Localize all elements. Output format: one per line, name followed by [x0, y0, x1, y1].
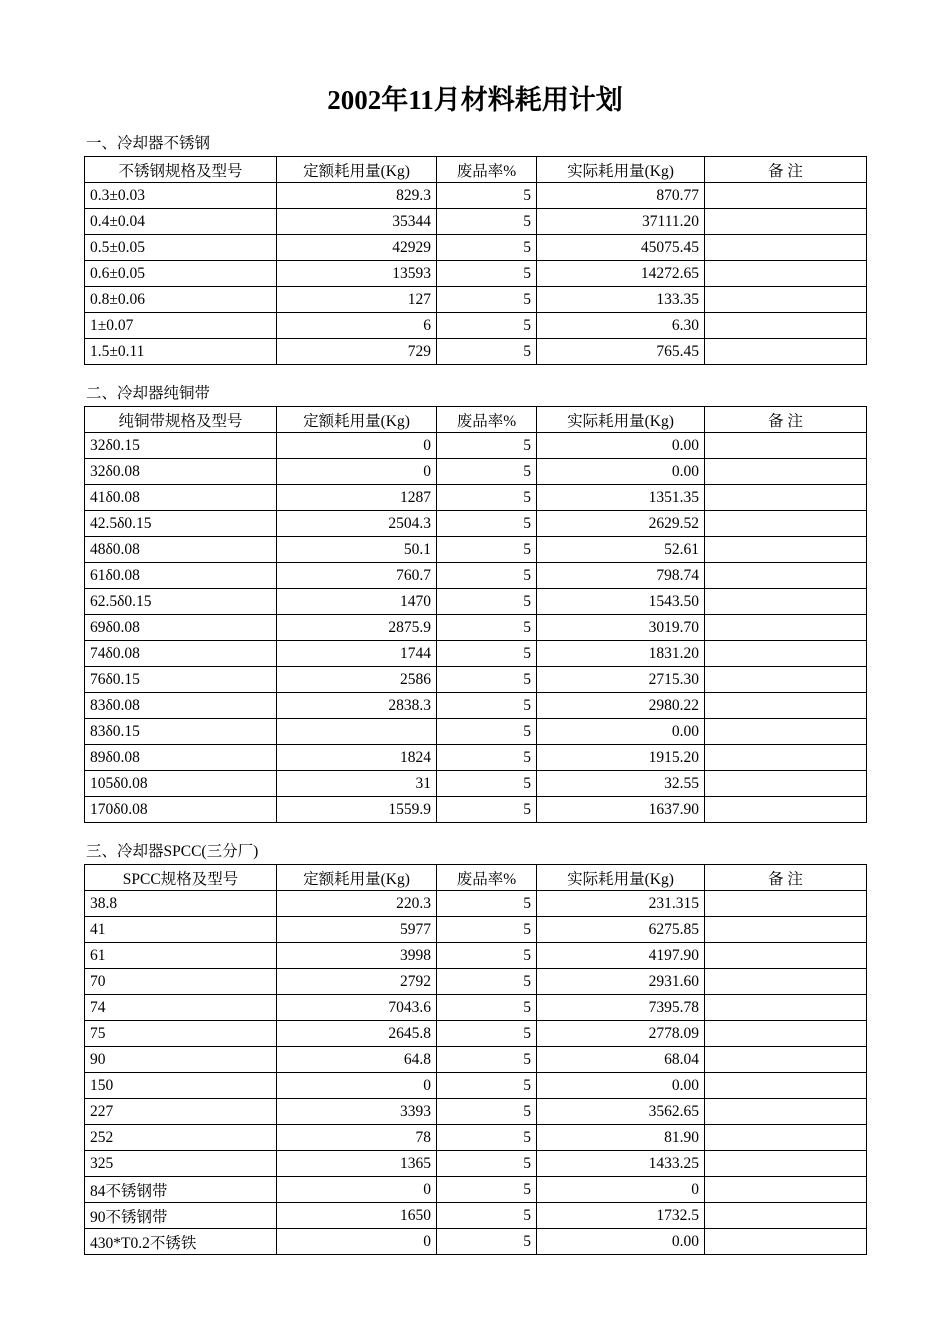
cell-quota: 35344: [277, 209, 437, 235]
cell-spec: 70: [85, 969, 277, 995]
col-header-spec: 不锈钢规格及型号: [85, 157, 277, 183]
cell-quota: 1744: [277, 641, 437, 667]
cell-rate: 5: [437, 969, 537, 995]
cell-note: [705, 313, 867, 339]
cell-rate: 5: [437, 943, 537, 969]
table-row: [85, 563, 867, 589]
cell-rate: 5: [437, 771, 537, 797]
cell-actual: 0: [537, 1177, 705, 1203]
cell-note: [705, 563, 867, 589]
cell-spec: 38.8: [85, 891, 277, 917]
col-header-spec: SPCC规格及型号: [85, 865, 277, 891]
cell-note: [705, 287, 867, 313]
cell-spec: 227: [85, 1099, 277, 1125]
cell-rate: 5: [437, 563, 537, 589]
cell-quota: 729: [277, 339, 437, 365]
cell-actual: 0.00: [537, 1073, 705, 1099]
col-header-actual: 实际耗用量(Kg): [537, 865, 705, 891]
table-row: [85, 667, 867, 693]
cell-spec: 0.3±0.03: [85, 183, 277, 209]
cell-actual: 14272.65: [537, 261, 705, 287]
cell-rate: 5: [437, 917, 537, 943]
table-row: [85, 261, 867, 287]
table-row: [85, 719, 867, 745]
table-row: [85, 615, 867, 641]
cell-actual: 765.45: [537, 339, 705, 365]
cell-actual: 133.35: [537, 287, 705, 313]
table-row: [85, 287, 867, 313]
cell-note: [705, 1229, 867, 1255]
cell-quota: 1559.9: [277, 797, 437, 823]
cell-quota: 5977: [277, 917, 437, 943]
cell-spec: 105δ0.08: [85, 771, 277, 797]
cell-note: [705, 1177, 867, 1203]
table-row: [85, 943, 867, 969]
cell-rate: 5: [437, 641, 537, 667]
cell-actual: 37111.20: [537, 209, 705, 235]
cell-spec: 61δ0.08: [85, 563, 277, 589]
cell-spec: 0.5±0.05: [85, 235, 277, 261]
cell-note: [705, 183, 867, 209]
cell-spec: 0.8±0.06: [85, 287, 277, 313]
cell-rate: 5: [437, 719, 537, 745]
table-row: [85, 1151, 867, 1177]
cell-actual: 1433.25: [537, 1151, 705, 1177]
cell-quota: 0: [277, 1073, 437, 1099]
table-row: [85, 1125, 867, 1151]
table-header-row: [85, 157, 867, 183]
cell-spec: 252: [85, 1125, 277, 1151]
cell-rate: 5: [437, 287, 537, 313]
cell-actual: 1732.5: [537, 1203, 705, 1229]
cell-spec: 83δ0.08: [85, 693, 277, 719]
cell-note: [705, 1047, 867, 1073]
cell-rate: 5: [437, 667, 537, 693]
cell-note: [705, 235, 867, 261]
cell-actual: 1637.90: [537, 797, 705, 823]
cell-rate: 5: [437, 313, 537, 339]
cell-actual: 2629.52: [537, 511, 705, 537]
cell-quota: 760.7: [277, 563, 437, 589]
cell-note: [705, 261, 867, 287]
cell-rate: 5: [437, 1047, 537, 1073]
cell-actual: 3562.65: [537, 1099, 705, 1125]
cell-note: [705, 797, 867, 823]
cell-quota: 42929: [277, 235, 437, 261]
cell-actual: 68.04: [537, 1047, 705, 1073]
table-row: [85, 235, 867, 261]
cell-quota: 127: [277, 287, 437, 313]
cell-actual: 32.55: [537, 771, 705, 797]
table-row: [85, 969, 867, 995]
cell-spec: 90不锈钢带: [85, 1203, 277, 1229]
cell-rate: 5: [437, 511, 537, 537]
cell-rate: 5: [437, 1099, 537, 1125]
cell-rate: 5: [437, 235, 537, 261]
cell-rate: 5: [437, 891, 537, 917]
cell-rate: 5: [437, 1021, 537, 1047]
cell-spec: 170δ0.08: [85, 797, 277, 823]
table-row: [85, 589, 867, 615]
cell-quota: 2838.3: [277, 693, 437, 719]
cell-spec: 62.5δ0.15: [85, 589, 277, 615]
cell-quota: 2504.3: [277, 511, 437, 537]
cell-quota: 2645.8: [277, 1021, 437, 1047]
table-row: [85, 459, 867, 485]
cell-rate: 5: [437, 1151, 537, 1177]
table-row: [85, 1177, 867, 1203]
cell-note: [705, 1203, 867, 1229]
table-section-1: [84, 156, 867, 365]
cell-actual: 1543.50: [537, 589, 705, 615]
cell-note: [705, 1099, 867, 1125]
page-title: 2002年11月材料耗用计划: [327, 85, 623, 115]
cell-quota: 64.8: [277, 1047, 437, 1073]
cell-note: [705, 1021, 867, 1047]
cell-spec: 74: [85, 995, 277, 1021]
table-header-row: [85, 865, 867, 891]
col-header-rate: 废品率%: [437, 865, 537, 891]
cell-actual: 2715.30: [537, 667, 705, 693]
cell-quota: 1650: [277, 1203, 437, 1229]
cell-rate: 5: [437, 693, 537, 719]
cell-note: [705, 485, 867, 511]
cell-spec: 42.5δ0.15: [85, 511, 277, 537]
table-row: [85, 313, 867, 339]
table-row: [85, 339, 867, 365]
col-header-spec: 纯铜带规格及型号: [85, 407, 277, 433]
cell-actual: 6.30: [537, 313, 705, 339]
cell-note: [705, 459, 867, 485]
cell-note: [705, 771, 867, 797]
cell-note: [705, 641, 867, 667]
cell-actual: 231.315: [537, 891, 705, 917]
cell-spec: 41δ0.08: [85, 485, 277, 511]
cell-spec: 83δ0.15: [85, 719, 277, 745]
table-body-2: [85, 407, 867, 823]
section-heading-2: 二、冷却器纯铜带: [86, 385, 211, 402]
cell-spec: 75: [85, 1021, 277, 1047]
table-row: [85, 745, 867, 771]
section-heading-3: 三、冷却器SPCC(三分厂): [86, 843, 259, 860]
cell-spec: 150: [85, 1073, 277, 1099]
table-row: [85, 1021, 867, 1047]
cell-quota: 6: [277, 313, 437, 339]
cell-rate: 5: [437, 745, 537, 771]
col-header-note: 备 注: [705, 157, 867, 183]
cell-rate: 5: [437, 339, 537, 365]
table-row: [85, 1229, 867, 1255]
cell-rate: 5: [437, 459, 537, 485]
col-header-quota: 定额耗用量(Kg): [277, 865, 437, 891]
cell-note: [705, 209, 867, 235]
table-row: [85, 1073, 867, 1099]
cell-actual: 7395.78: [537, 995, 705, 1021]
table-row: [85, 891, 867, 917]
cell-rate: 5: [437, 589, 537, 615]
cell-spec: 430*T0.2不锈铁: [85, 1229, 277, 1255]
cell-note: [705, 433, 867, 459]
cell-spec: 41: [85, 917, 277, 943]
cell-rate: 5: [437, 797, 537, 823]
cell-note: [705, 917, 867, 943]
cell-note: [705, 693, 867, 719]
cell-quota: 50.1: [277, 537, 437, 563]
cell-quota: 1365: [277, 1151, 437, 1177]
cell-quota: 829.3: [277, 183, 437, 209]
cell-actual: 1831.20: [537, 641, 705, 667]
cell-quota: 31: [277, 771, 437, 797]
cell-note: [705, 943, 867, 969]
table-section-2: [84, 406, 867, 823]
table-row: [85, 183, 867, 209]
cell-rate: 5: [437, 183, 537, 209]
cell-quota: 0: [277, 459, 437, 485]
cell-actual: 1351.35: [537, 485, 705, 511]
cell-note: [705, 745, 867, 771]
cell-note: [705, 1125, 867, 1151]
cell-spec: 76δ0.15: [85, 667, 277, 693]
cell-note: [705, 969, 867, 995]
cell-note: [705, 891, 867, 917]
table-body-3: [85, 865, 867, 1255]
col-header-note: 备 注: [705, 407, 867, 433]
cell-rate: 5: [437, 1229, 537, 1255]
cell-actual: 0.00: [537, 433, 705, 459]
table-section-3: [84, 864, 867, 1255]
cell-actual: 4197.90: [537, 943, 705, 969]
cell-quota: 78: [277, 1125, 437, 1151]
cell-rate: 5: [437, 615, 537, 641]
table-header-row: [85, 407, 867, 433]
cell-actual: 0.00: [537, 719, 705, 745]
table-body-1: [85, 157, 867, 365]
cell-spec: 89δ0.08: [85, 745, 277, 771]
cell-spec: 1.5±0.11: [85, 339, 277, 365]
cell-quota: 3393: [277, 1099, 437, 1125]
cell-quota: 2875.9: [277, 615, 437, 641]
table-row: [85, 537, 867, 563]
cell-quota: 2792: [277, 969, 437, 995]
cell-quota: 0: [277, 1229, 437, 1255]
cell-rate: 5: [437, 1203, 537, 1229]
cell-quota: 2586: [277, 667, 437, 693]
cell-note: [705, 537, 867, 563]
table-row: [85, 995, 867, 1021]
table-row: [85, 433, 867, 459]
cell-actual: 3019.70: [537, 615, 705, 641]
table-row: [85, 1047, 867, 1073]
cell-rate: 5: [437, 537, 537, 563]
cell-actual: 0.00: [537, 1229, 705, 1255]
table-row: [85, 771, 867, 797]
cell-quota: 1287: [277, 485, 437, 511]
cell-spec: 1±0.07: [85, 313, 277, 339]
cell-spec: 84不锈钢带: [85, 1177, 277, 1203]
table-row: [85, 1099, 867, 1125]
cell-rate: 5: [437, 1073, 537, 1099]
cell-spec: 32δ0.15: [85, 433, 277, 459]
cell-note: [705, 589, 867, 615]
cell-note: [705, 995, 867, 1021]
cell-note: [705, 1073, 867, 1099]
cell-quota: 13593: [277, 261, 437, 287]
table-row: [85, 1203, 867, 1229]
col-header-rate: 废品率%: [437, 157, 537, 183]
cell-spec: 0.4±0.04: [85, 209, 277, 235]
col-header-note: 备 注: [705, 865, 867, 891]
cell-quota: 1824: [277, 745, 437, 771]
cell-actual: 870.77: [537, 183, 705, 209]
cell-spec: 61: [85, 943, 277, 969]
cell-note: [705, 615, 867, 641]
col-header-quota: 定额耗用量(Kg): [277, 407, 437, 433]
cell-quota: [277, 719, 437, 745]
cell-actual: 2931.60: [537, 969, 705, 995]
cell-note: [705, 1151, 867, 1177]
cell-spec: 69δ0.08: [85, 615, 277, 641]
section-heading-1: 一、冷却器不锈钢: [86, 135, 211, 152]
cell-actual: 798.74: [537, 563, 705, 589]
cell-quota: 220.3: [277, 891, 437, 917]
cell-rate: 5: [437, 261, 537, 287]
table-row: [85, 641, 867, 667]
table-row: [85, 511, 867, 537]
cell-spec: 74δ0.08: [85, 641, 277, 667]
cell-quota: 3998: [277, 943, 437, 969]
cell-note: [705, 511, 867, 537]
table-row: [85, 917, 867, 943]
cell-actual: 45075.45: [537, 235, 705, 261]
cell-actual: 81.90: [537, 1125, 705, 1151]
col-header-rate: 废品率%: [437, 407, 537, 433]
col-header-quota: 定额耗用量(Kg): [277, 157, 437, 183]
cell-rate: 5: [437, 209, 537, 235]
cell-actual: 0.00: [537, 459, 705, 485]
cell-quota: 7043.6: [277, 995, 437, 1021]
cell-quota: 0: [277, 433, 437, 459]
cell-spec: 90: [85, 1047, 277, 1073]
cell-spec: 48δ0.08: [85, 537, 277, 563]
table-row: [85, 797, 867, 823]
cell-quota: 0: [277, 1177, 437, 1203]
cell-spec: 0.6±0.05: [85, 261, 277, 287]
cell-rate: 5: [437, 995, 537, 1021]
cell-spec: 325: [85, 1151, 277, 1177]
col-header-actual: 实际耗用量(Kg): [537, 157, 705, 183]
cell-quota: 1470: [277, 589, 437, 615]
cell-rate: 5: [437, 1177, 537, 1203]
col-header-actual: 实际耗用量(Kg): [537, 407, 705, 433]
cell-actual: 52.61: [537, 537, 705, 563]
cell-actual: 6275.85: [537, 917, 705, 943]
cell-rate: 5: [437, 433, 537, 459]
cell-actual: 1915.20: [537, 745, 705, 771]
cell-spec: 32δ0.08: [85, 459, 277, 485]
cell-note: [705, 719, 867, 745]
cell-rate: 5: [437, 1125, 537, 1151]
cell-rate: 5: [437, 485, 537, 511]
cell-note: [705, 667, 867, 693]
table-row: [85, 209, 867, 235]
cell-note: [705, 339, 867, 365]
table-row: [85, 693, 867, 719]
cell-actual: 2778.09: [537, 1021, 705, 1047]
cell-actual: 2980.22: [537, 693, 705, 719]
table-row: [85, 485, 867, 511]
